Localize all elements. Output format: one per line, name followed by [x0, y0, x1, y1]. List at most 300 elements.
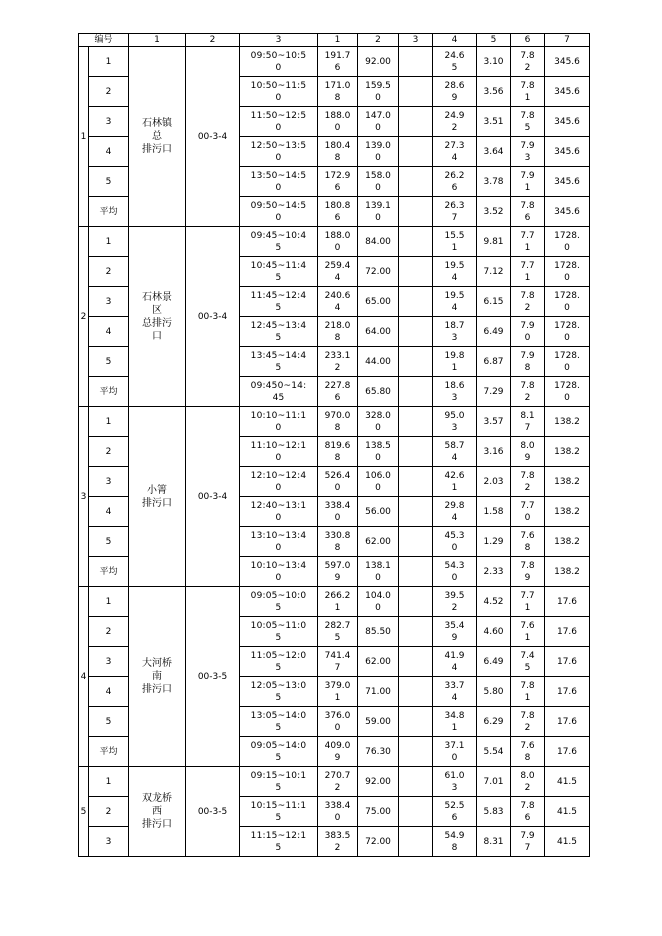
value-4-line: 18.6: [444, 380, 465, 391]
value-6: [511, 647, 545, 677]
value-4-line: 9: [451, 632, 458, 643]
row-number: 4: [89, 137, 129, 167]
value-6-line: 7.8: [520, 680, 535, 691]
value-4-line: 2: [451, 122, 458, 133]
value-3: [399, 527, 433, 557]
value-4-line: 54.3: [444, 560, 465, 571]
value-3: [399, 317, 433, 347]
value-6-line: 2: [524, 302, 531, 313]
value-5: 1.58: [477, 497, 511, 527]
row-number: 2: [89, 797, 129, 827]
sample-time: [240, 587, 318, 617]
header-col: 1: [129, 34, 186, 47]
value-2: [358, 347, 399, 377]
value-1-line: 5: [334, 632, 341, 643]
sample-time: [240, 707, 318, 737]
value-2: [358, 77, 399, 107]
sample-time-line: 0: [275, 62, 282, 73]
value-7: 41.5: [545, 797, 590, 827]
value-7: 138.2: [545, 467, 590, 497]
value-5: 3.78: [477, 167, 511, 197]
value-7-line: 0: [564, 242, 570, 253]
sample-time: [240, 197, 318, 227]
value-6-line: 7.8: [520, 80, 535, 91]
sample-time-line: 09:45~10:4: [250, 230, 307, 241]
value-2-line: 59.00: [365, 716, 391, 727]
value-6-line: 9: [524, 572, 531, 583]
value-6: [511, 287, 545, 317]
row-number: 2: [89, 77, 129, 107]
value-2: [358, 437, 399, 467]
value-4-line: 1: [451, 242, 458, 253]
value-3: [399, 437, 433, 467]
header-col: 2: [186, 34, 240, 47]
value-4: [433, 227, 477, 257]
value-1-line: 6: [334, 62, 341, 73]
value-6-line: 7.7: [520, 230, 535, 241]
value-2-line: 106.0: [365, 470, 391, 481]
value-1-line: 7: [334, 662, 341, 673]
value-6-line: 1: [524, 182, 531, 193]
sample-time-line: 5: [275, 722, 282, 733]
value-4-line: 39.5: [444, 590, 465, 601]
row-number: 2: [89, 257, 129, 287]
value-7: 17.6: [545, 647, 590, 677]
value-7: 345.6: [545, 137, 590, 167]
value-4-line: 2: [451, 602, 458, 613]
row-number: 3: [89, 467, 129, 497]
header-col: 3: [240, 34, 318, 47]
value-1: [318, 647, 358, 677]
outlet-code: 00-3-5: [186, 767, 240, 857]
value-4: [433, 677, 477, 707]
value-1-line: 0: [334, 722, 341, 733]
sample-time-line: 5: [275, 842, 282, 853]
value-4-line: 3: [451, 782, 458, 793]
value-1-line: 266.2: [324, 590, 351, 601]
value-1-line: 6: [334, 182, 341, 193]
row-number: 2: [89, 437, 129, 467]
outlet-name-line: 区: [152, 304, 163, 316]
value-6-line: 7.9: [520, 170, 535, 181]
value-5: 2.03: [477, 467, 511, 497]
value-7: 41.5: [545, 827, 590, 857]
row-number: 1: [89, 767, 129, 797]
group-id: 1: [79, 47, 89, 227]
row-number: 3: [89, 827, 129, 857]
table-row: [79, 587, 590, 617]
sample-time-line: 0: [275, 92, 282, 103]
value-2: [358, 167, 399, 197]
value-1-line: 597.0: [324, 560, 351, 571]
sample-time-line: 0: [275, 422, 282, 433]
value-5: 3.56: [477, 77, 511, 107]
outlet-name-line: 总: [152, 131, 163, 142]
value-6: [511, 167, 545, 197]
value-1-line: 376.0: [324, 710, 351, 721]
value-2-line: 138.1: [365, 560, 391, 571]
sample-time-line: 0: [275, 122, 282, 133]
value-2-line: 65.00: [365, 296, 391, 307]
value-2-line: 0: [375, 482, 381, 493]
value-4: [433, 47, 477, 77]
value-6-line: 7.8: [520, 560, 535, 571]
sample-time: [240, 797, 318, 827]
value-7: 41.5: [545, 767, 590, 797]
value-2: [358, 827, 399, 857]
value-4-line: 4: [451, 152, 458, 163]
outlet-name-line: 石林镇: [142, 118, 173, 129]
value-4-line: 35.4: [444, 620, 465, 631]
value-2-line: 139.1: [365, 200, 391, 211]
outlet-name-line: 排污口: [142, 497, 173, 509]
value-4-line: 18.7: [444, 320, 465, 331]
value-2-line: 158.0: [365, 170, 391, 181]
value-2-line: 139.0: [365, 140, 391, 151]
value-7-line: 0: [564, 392, 570, 403]
value-6-line: 1: [524, 242, 531, 253]
table-row: [79, 767, 590, 797]
value-5: 3.64: [477, 137, 511, 167]
value-6: [511, 557, 545, 587]
value-6: [511, 137, 545, 167]
value-2: [358, 617, 399, 647]
group-id: 4: [79, 587, 89, 767]
value-2-line: 65.80: [365, 386, 391, 397]
value-1-line: 171.0: [324, 80, 351, 91]
value-7: 17.6: [545, 707, 590, 737]
value-6-line: 8.0: [520, 440, 535, 451]
header-col: 4: [433, 34, 477, 47]
value-3: [399, 197, 433, 227]
value-6-line: 2: [524, 392, 531, 403]
value-4-line: 26.2: [444, 170, 465, 181]
value-6-line: 7.9: [520, 140, 535, 151]
value-4-line: 4: [451, 272, 458, 283]
sample-time-line: 12:45~13:4: [250, 320, 307, 331]
outlet-name-line: 双龙桥: [142, 793, 173, 804]
value-6: [511, 827, 545, 857]
group-id: 5: [79, 767, 89, 857]
value-1-line: 330.8: [324, 530, 351, 541]
sample-time-line: 09:05~10:0: [250, 590, 307, 601]
sample-time-line: 5: [275, 602, 282, 613]
value-4: [433, 737, 477, 767]
value-6: [511, 467, 545, 497]
outlet-name-line: 口: [152, 330, 163, 342]
value-5: 9.81: [477, 227, 511, 257]
value-1-line: 1: [334, 692, 341, 703]
value-5: 3.16: [477, 437, 511, 467]
value-2: [358, 677, 399, 707]
value-2: [358, 767, 399, 797]
sample-time: [240, 317, 318, 347]
value-1: [318, 137, 358, 167]
value-2-line: 0: [375, 92, 381, 103]
row-number: 平均: [89, 377, 129, 407]
value-4: [433, 77, 477, 107]
value-3: [399, 287, 433, 317]
value-5: 3.52: [477, 197, 511, 227]
value-4-line: 8: [451, 842, 458, 853]
value-2-line: 0: [375, 122, 381, 133]
sample-time-line: 5: [275, 362, 282, 373]
sample-time-line: 5: [275, 332, 282, 343]
value-4: [433, 467, 477, 497]
value-6-line: 0: [524, 332, 531, 343]
value-3: [399, 767, 433, 797]
value-2: [358, 47, 399, 77]
value-1-line: 6: [334, 212, 341, 223]
sample-time-line: 12:40~13:1: [250, 500, 307, 511]
row-number: 1: [89, 407, 129, 437]
value-2-line: 44.00: [365, 356, 391, 367]
value-6-line: 8: [524, 752, 531, 763]
value-6-line: 7.6: [520, 530, 535, 541]
value-6: [511, 527, 545, 557]
value-2-line: 71.00: [365, 686, 391, 697]
value-6-line: 7.9: [520, 830, 535, 841]
value-4: [433, 707, 477, 737]
value-1: [318, 167, 358, 197]
header-id-label: 编号: [79, 34, 129, 47]
sample-time-line: 11:50~12:5: [250, 110, 307, 121]
value-2-line: 0: [375, 152, 381, 163]
sample-time-line: 0: [275, 212, 282, 223]
sample-time-line: 0: [275, 182, 282, 193]
value-4-line: 19.8: [444, 350, 465, 361]
value-2: [358, 737, 399, 767]
value-1: [318, 527, 358, 557]
value-3: [399, 557, 433, 587]
value-1-line: 383.5: [324, 830, 351, 841]
value-3: [399, 617, 433, 647]
value-6: [511, 197, 545, 227]
sample-time: [240, 287, 318, 317]
value-2-line: 75.00: [365, 806, 391, 817]
value-6-line: 7.8: [520, 710, 535, 721]
value-6: [511, 107, 545, 137]
value-6: [511, 77, 545, 107]
sample-time: [240, 827, 318, 857]
value-4-line: 3: [451, 332, 458, 343]
sample-time-line: 0: [275, 542, 282, 553]
value-6-line: 7.8: [520, 290, 535, 301]
value-5: 4.52: [477, 587, 511, 617]
value-6-line: 6: [524, 812, 531, 823]
sample-time: [240, 437, 318, 467]
sample-time-line: 10:45~11:4: [250, 260, 307, 271]
value-1-line: 188.0: [324, 110, 351, 121]
value-7: [545, 287, 590, 317]
value-6-line: 7.6: [520, 620, 535, 631]
value-2-line: 0: [375, 212, 381, 223]
value-2: [358, 587, 399, 617]
value-6-line: 7.6: [520, 740, 535, 751]
sample-time: [240, 677, 318, 707]
value-1: [318, 77, 358, 107]
value-4: [433, 257, 477, 287]
value-4-line: 34.8: [444, 710, 465, 721]
value-7-line: 0: [564, 332, 570, 343]
value-2: [358, 107, 399, 137]
value-2-line: 85.50: [365, 626, 391, 637]
value-4-line: 61.0: [444, 770, 465, 781]
value-2-line: 62.00: [365, 656, 391, 667]
value-6-line: 7.8: [520, 200, 535, 211]
value-1-line: 172.9: [324, 170, 351, 181]
value-4-line: 0: [451, 572, 458, 583]
row-number: 5: [89, 167, 129, 197]
value-1-line: 227.8: [324, 380, 351, 391]
header-row: [79, 34, 590, 47]
value-1-line: 8: [334, 332, 341, 343]
value-1: [318, 257, 358, 287]
value-2: [358, 407, 399, 437]
value-2: [358, 557, 399, 587]
value-6: [511, 257, 545, 287]
row-number: 4: [89, 317, 129, 347]
row-number: 1: [89, 587, 129, 617]
sample-time-line: 12:50~13:5: [250, 140, 307, 151]
outlet-code: 00-3-4: [186, 47, 240, 227]
sample-time-line: 11:10~12:1: [250, 440, 307, 451]
value-3: [399, 707, 433, 737]
value-1: [318, 767, 358, 797]
value-1-line: 741.4: [324, 650, 351, 661]
value-5: 6.49: [477, 647, 511, 677]
value-4: [433, 527, 477, 557]
value-1-line: 180.8: [324, 200, 351, 211]
value-7-line: 0: [564, 302, 570, 313]
sample-time: [240, 107, 318, 137]
sample-time: [240, 347, 318, 377]
value-1: [318, 437, 358, 467]
value-4: [433, 767, 477, 797]
outlet-name-line: 小箐: [147, 484, 168, 496]
value-4-line: 4: [451, 512, 458, 523]
value-3: [399, 107, 433, 137]
value-5: 5.83: [477, 797, 511, 827]
row-number: 5: [89, 527, 129, 557]
sample-time-line: 13:50~14:5: [250, 170, 307, 181]
value-4-line: 3: [451, 422, 458, 433]
value-1: [318, 347, 358, 377]
value-2: [358, 257, 399, 287]
sample-time: [240, 167, 318, 197]
value-2-line: 0: [375, 452, 381, 463]
value-4-line: 52.5: [444, 800, 465, 811]
outlet-code: 00-3-4: [186, 227, 240, 407]
value-7: 345.6: [545, 197, 590, 227]
value-3: [399, 677, 433, 707]
sample-time-line: 0: [275, 572, 282, 583]
value-3: [399, 827, 433, 857]
value-7-line: 0: [564, 272, 570, 283]
value-4: [433, 377, 477, 407]
value-4-line: 24.9: [444, 110, 465, 121]
value-2-line: 328.0: [365, 410, 391, 421]
value-3: [399, 467, 433, 497]
header-col: 2: [358, 34, 399, 47]
value-7-line: 1728.: [554, 380, 580, 391]
value-7: [545, 317, 590, 347]
value-2: [358, 287, 399, 317]
sample-time-line: 11:05~12:0: [250, 650, 307, 661]
value-4-line: 1: [451, 482, 458, 493]
value-5: 3.57: [477, 407, 511, 437]
value-5: 8.31: [477, 827, 511, 857]
value-1-line: 0: [334, 482, 341, 493]
value-3: [399, 227, 433, 257]
value-1-line: 218.0: [324, 320, 351, 331]
value-2: [358, 317, 399, 347]
sample-time-line: 5: [275, 302, 282, 313]
value-1-line: 338.4: [324, 800, 351, 811]
value-1-line: 8: [334, 92, 341, 103]
sample-time: [240, 557, 318, 587]
value-1-line: 0: [334, 812, 341, 823]
value-2-line: 147.0: [365, 110, 391, 121]
value-6-line: 1: [524, 632, 531, 643]
row-number: 3: [89, 647, 129, 677]
value-3: [399, 257, 433, 287]
value-4-line: 4: [451, 662, 458, 673]
sample-time-line: 5: [275, 752, 282, 763]
value-6: [511, 437, 545, 467]
value-3: [399, 167, 433, 197]
value-6-line: 0: [524, 512, 531, 523]
value-1-line: 270.7: [324, 770, 351, 781]
value-4-line: 29.8: [444, 500, 465, 511]
value-1-line: 282.7: [324, 620, 351, 631]
sample-time-line: 10:15~11:1: [250, 800, 307, 811]
value-4: [433, 347, 477, 377]
value-3: [399, 737, 433, 767]
value-7: [545, 347, 590, 377]
value-7: 138.2: [545, 497, 590, 527]
sample-time-line: 12:10~12:4: [250, 470, 307, 481]
sample-time-line: 09:05~14:0: [250, 740, 307, 751]
value-7: 138.2: [545, 407, 590, 437]
value-1: [318, 227, 358, 257]
value-6-line: 1: [524, 602, 531, 613]
value-5: 6.49: [477, 317, 511, 347]
value-6-line: 7.7: [520, 590, 535, 601]
row-number: 平均: [89, 737, 129, 767]
value-1-line: 240.6: [324, 290, 351, 301]
value-6-line: 7.9: [520, 320, 535, 331]
value-1-line: 0: [334, 122, 341, 133]
value-7: 345.6: [545, 47, 590, 77]
value-6-line: 8.0: [520, 770, 535, 781]
value-4-line: 19.5: [444, 260, 465, 271]
value-4-line: 5: [451, 62, 458, 73]
value-6-line: 7: [524, 842, 531, 853]
sample-time-line: 5: [275, 782, 282, 793]
value-4: [433, 497, 477, 527]
row-number: 4: [89, 497, 129, 527]
value-4: [433, 317, 477, 347]
sample-time: [240, 647, 318, 677]
value-4-line: 41.9: [444, 650, 465, 661]
value-1: [318, 197, 358, 227]
value-6-line: 7.7: [520, 260, 535, 271]
value-6-line: 7: [524, 422, 531, 433]
value-4-line: 28.6: [444, 80, 465, 91]
value-4-line: 1: [451, 362, 458, 373]
value-3: [399, 77, 433, 107]
